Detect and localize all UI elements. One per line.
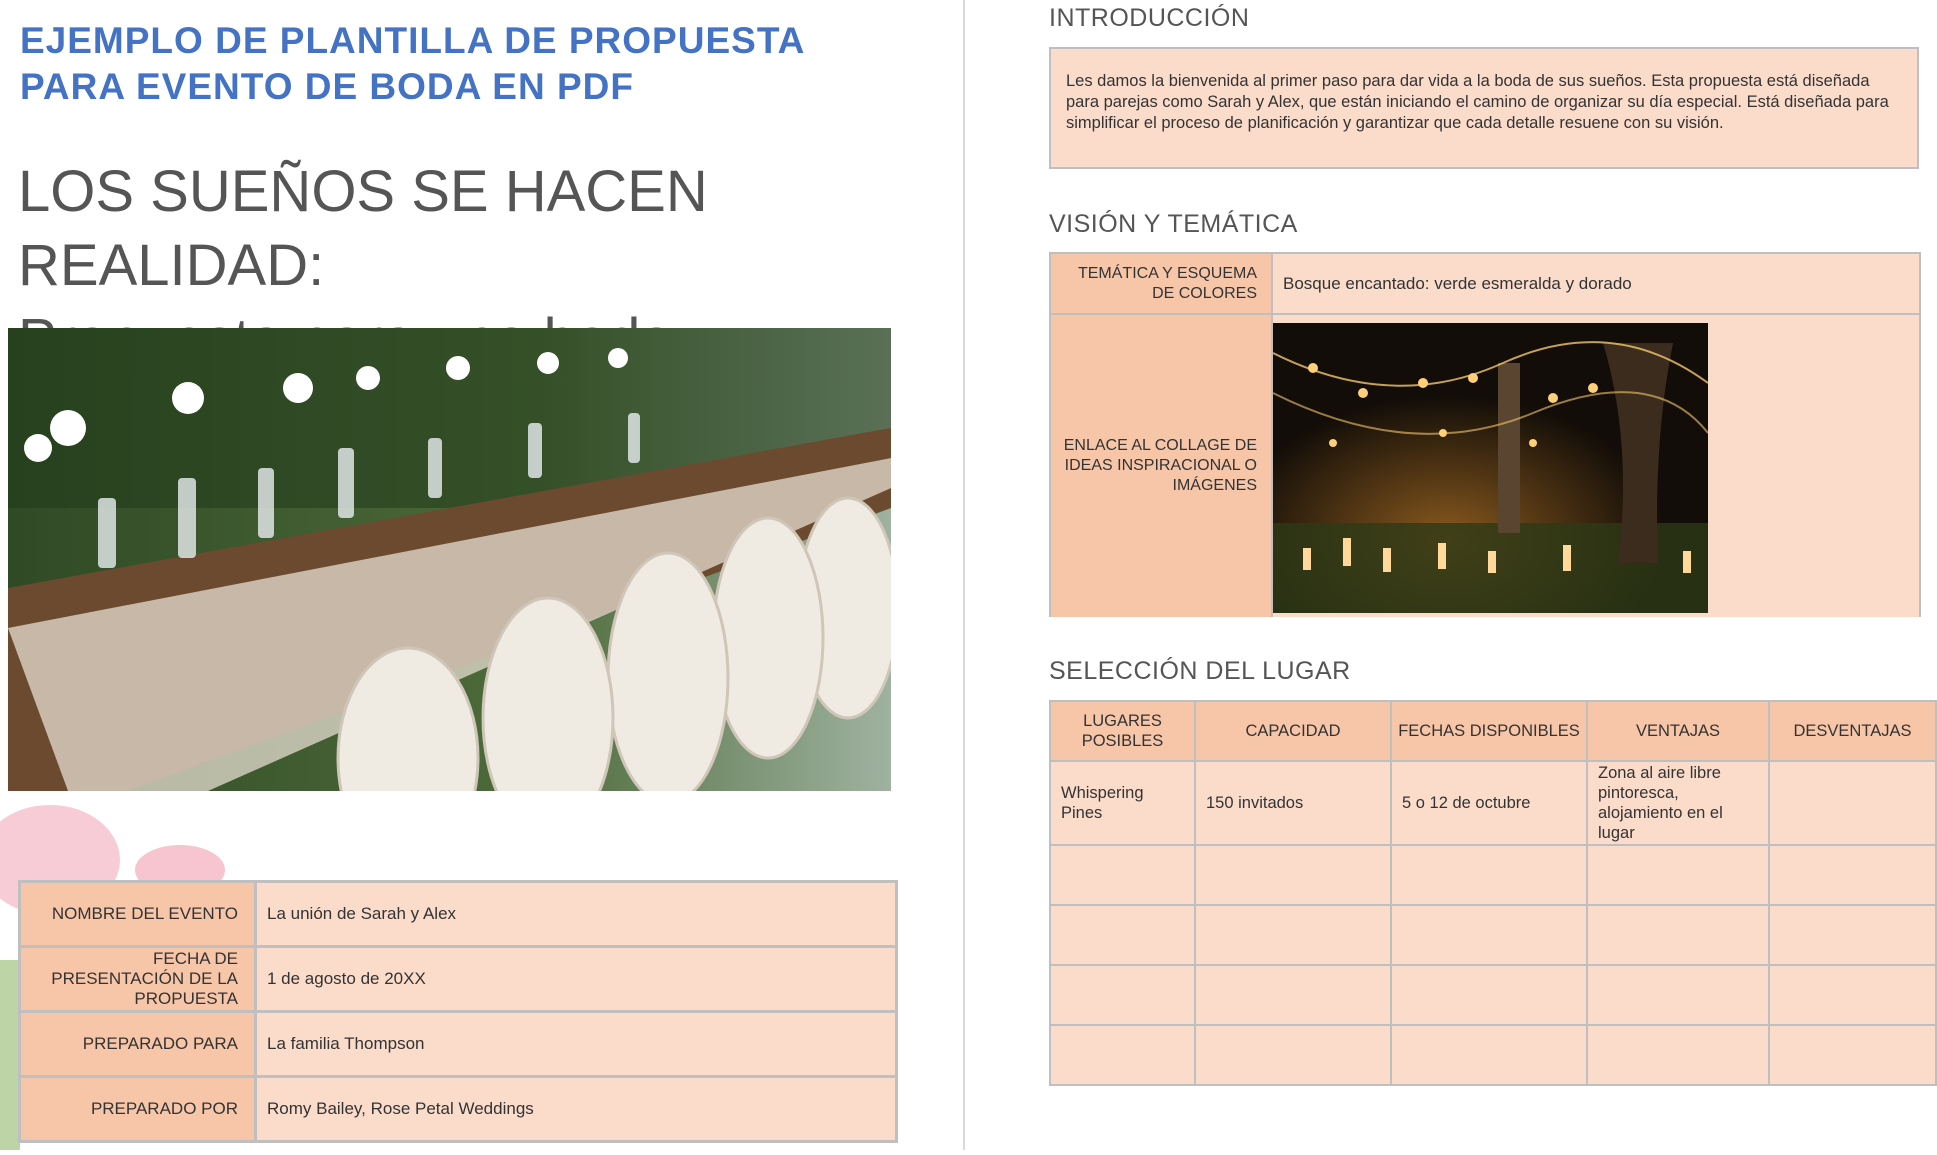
submission-date-label: FECHA DE PRESENTACIÓN DE LA PROPUESTA bbox=[21, 948, 257, 1010]
intro-heading: INTRODUCCIÓN bbox=[1049, 4, 1250, 32]
table-row bbox=[1050, 965, 1936, 1025]
intro-text: Les damos la bienvenida al primer paso para dar vida a la boda de sus sueños. Esta propuesta está diseñada para parejas como Sarah y Alex, que están iniciando el camino de organizar su día especial. Está diseñada para simplificar el proceso de planificación y garantizar que cada detalle resuene con su visión. bbox=[1049, 47, 1919, 169]
prepared-for-value: La familia Thompson bbox=[257, 1013, 895, 1075]
collage-row bbox=[1051, 315, 1919, 617]
empty-cell bbox=[1050, 905, 1195, 965]
event-name-value: La unión de Sarah y Alex bbox=[257, 883, 895, 945]
table-row bbox=[1050, 845, 1936, 905]
col-header-capacity: CAPACIDAD bbox=[1195, 701, 1391, 761]
empty-cell bbox=[1587, 905, 1769, 965]
empty-cell bbox=[1769, 1025, 1936, 1085]
enchanted-forest-photo bbox=[1273, 323, 1708, 613]
table-row bbox=[1050, 761, 1936, 845]
event-info-table bbox=[18, 880, 898, 1143]
venue-header-row bbox=[1050, 701, 1936, 761]
info-row-prepared-for bbox=[21, 1013, 895, 1078]
collage-label: ENLACE AL COLLAGE DE IDEAS INSPIRACIONAL O IMÁGENES bbox=[1051, 315, 1273, 617]
info-row-event-name bbox=[21, 883, 895, 948]
prepared-for-label: PREPARADO PARA bbox=[21, 1013, 257, 1075]
venue-pros: Zona al aire libre pintoresca, alojamiento en el lugar bbox=[1587, 761, 1769, 845]
empty-cell bbox=[1050, 1025, 1195, 1085]
prepared-by-value: Romy Bailey, Rose Petal Weddings bbox=[257, 1078, 895, 1140]
empty-cell bbox=[1195, 1025, 1391, 1085]
info-row-prepared-by bbox=[21, 1078, 895, 1140]
theme-value: Bosque encantado: verde esmeralda y dorado bbox=[1273, 254, 1919, 313]
col-header-dates: FECHAS DISPONIBLES bbox=[1391, 701, 1587, 761]
empty-cell bbox=[1769, 845, 1936, 905]
empty-cell bbox=[1391, 965, 1587, 1025]
table-row bbox=[1050, 1025, 1936, 1085]
document-title: EJEMPLO DE PLANTILLA DE PROPUESTA PARA EVENTO DE BODA EN PDF bbox=[20, 20, 805, 107]
empty-cell bbox=[1391, 905, 1587, 965]
venue-cons bbox=[1769, 761, 1936, 845]
venue-heading: SELECCIÓN DEL LUGAR bbox=[1049, 657, 1351, 685]
collage-cell bbox=[1273, 315, 1919, 617]
venue-dates: 5 o 12 de octubre bbox=[1391, 761, 1587, 845]
empty-cell bbox=[1587, 845, 1769, 905]
submission-date-value: 1 de agosto de 20XX bbox=[257, 948, 895, 1010]
empty-cell bbox=[1587, 965, 1769, 1025]
venue-capacity: 150 invitados bbox=[1195, 761, 1391, 845]
event-name-label: NOMBRE DEL EVENTO bbox=[21, 883, 257, 945]
empty-cell bbox=[1391, 845, 1587, 905]
venue-place: Whispering Pines bbox=[1050, 761, 1195, 845]
col-header-places: LUGARES POSIBLES bbox=[1050, 701, 1195, 761]
page-divider bbox=[963, 0, 965, 1150]
venue-table bbox=[1049, 700, 1937, 1086]
theme-row bbox=[1051, 254, 1919, 315]
vision-heading: VISIÓN Y TEMÁTICA bbox=[1049, 210, 1298, 238]
empty-cell bbox=[1050, 845, 1195, 905]
col-header-cons: DESVENTAJAS bbox=[1769, 701, 1936, 761]
empty-cell bbox=[1195, 965, 1391, 1025]
hero-title-line1: LOS SUEÑOS SE HACEN REALIDAD: bbox=[18, 159, 708, 298]
empty-cell bbox=[1195, 905, 1391, 965]
empty-cell bbox=[1195, 845, 1391, 905]
empty-cell bbox=[1391, 1025, 1587, 1085]
col-header-pros: VENTAJAS bbox=[1587, 701, 1769, 761]
table-row bbox=[1050, 905, 1936, 965]
info-row-submission-date bbox=[21, 948, 895, 1013]
wedding-table-photo bbox=[8, 328, 891, 791]
empty-cell bbox=[1587, 1025, 1769, 1085]
theme-label: TEMÁTICA Y ESQUEMA DE COLORES bbox=[1051, 254, 1273, 313]
empty-cell bbox=[1769, 905, 1936, 965]
vision-table bbox=[1049, 252, 1921, 617]
prepared-by-label: PREPARADO POR bbox=[21, 1078, 257, 1140]
empty-cell bbox=[1050, 965, 1195, 1025]
empty-cell bbox=[1769, 965, 1936, 1025]
